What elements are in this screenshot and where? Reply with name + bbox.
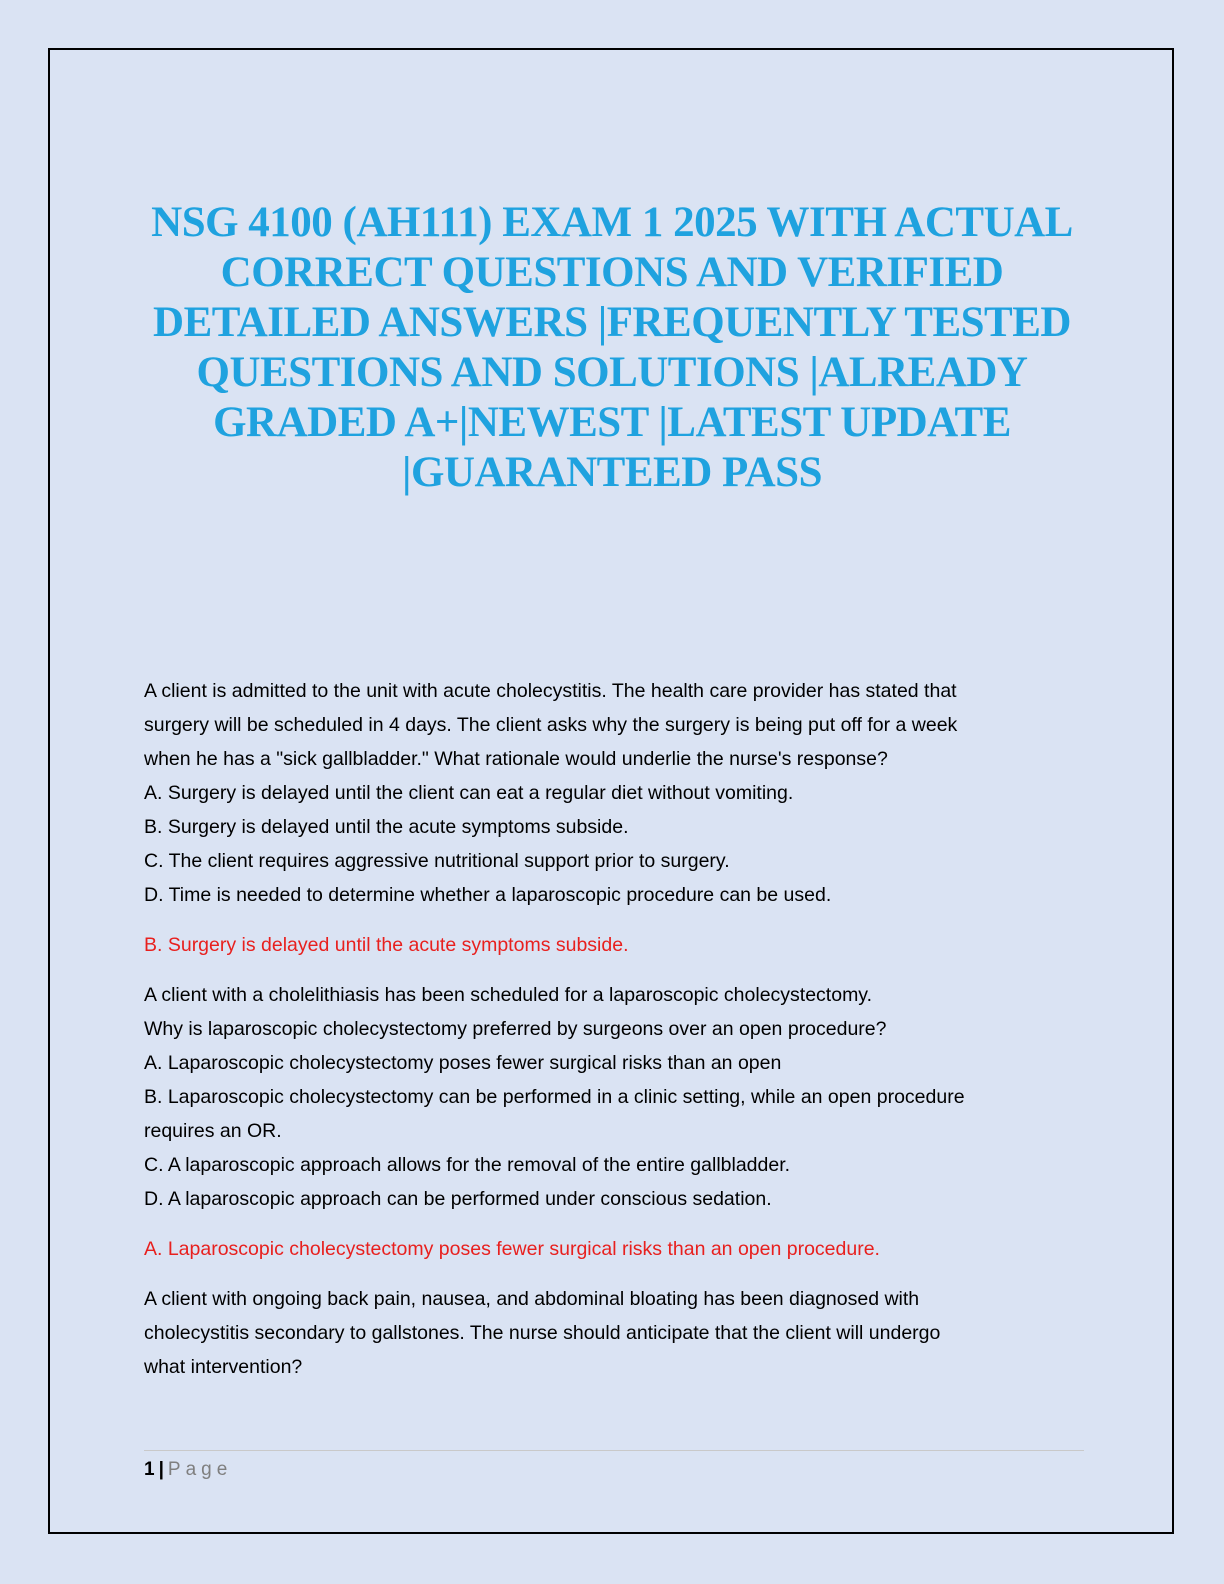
answer-option: C. The client requires aggressive nutritional support prior to surgery. — [144, 850, 730, 872]
page-footer — [144, 1455, 232, 1485]
answer-option: D. Time is needed to determine whether a laparoscopic procedure can be used. — [144, 884, 832, 906]
answer-option: A. Surgery is delayed until the client can eat a regular diet without vomiting. — [144, 782, 794, 804]
question-stem-line: surgery will be scheduled in 4 days. The client asks why the surgery is being put off for a week — [144, 714, 958, 736]
footer-divider — [144, 1450, 1084, 1451]
question-stem-line: A client with a cholelithiasis has been scheduled for a laparoscopic cholecystectomy. — [144, 984, 873, 1006]
question-3 — [144, 1282, 1084, 1384]
correct-answer: A. Laparoscopic cholecystectomy poses fewer surgical risks than an open procedure. — [144, 1238, 880, 1260]
page-label: Page — [167, 1459, 233, 1480]
footer-separator: | — [158, 1459, 164, 1480]
question-1 — [144, 674, 1084, 962]
answer-option: B. Surgery is delayed until the acute symptoms subside. — [144, 816, 629, 838]
question-stem-line: cholecystitis secondary to gallstones. The nurse should anticipate that the client will undergo — [144, 1322, 941, 1344]
question-stem-line: when he has a "sick gallbladder." What rationale would underlie the nurse's response? — [144, 748, 888, 770]
answer-option: D. A laparoscopic approach can be performed under conscious sedation. — [144, 1188, 772, 1210]
question-stem-line: A client is admitted to the unit with acute cholecystitis. The health care provider has stated that — [144, 680, 957, 702]
question-stem-line: A client with ongoing back pain, nausea, and abdominal bloating has been diagnosed with — [144, 1288, 920, 1310]
question-2 — [144, 978, 1084, 1266]
question-stem-line: what intervention? — [144, 1356, 303, 1378]
correct-answer: B. Surgery is delayed until the acute symptoms subside. — [144, 934, 629, 956]
answer-option: C. A laparoscopic approach allows for the removal of the entire gallbladder. — [144, 1154, 791, 1176]
exam-content — [144, 674, 1084, 1384]
answer-option: A. Laparoscopic cholecystectomy poses fewer surgical risks than an open — [144, 1052, 782, 1074]
question-stem-line: Why is laparoscopic cholecystectomy preferred by surgeons over an open procedure? — [144, 1018, 887, 1040]
document-title: NSG 4100 (AH111) EXAM 1 2025 WITH ACTUAL CORRECT QUESTIONS AND VERIFIED DETAILED ANSWERS |FREQUENTLY TESTED QUESTIONS AND SOLUTIONS |ALREADY GRADED A+|NEWEST |LATEST UPDATE |GUARANTEED PASS — [151, 199, 1073, 496]
answer-option: B. Laparoscopic cholecystectomy can be performed in a clinic setting, while an open procedure — [144, 1086, 965, 1108]
page-number: 1 — [144, 1459, 155, 1480]
answer-option: requires an OR. — [144, 1120, 282, 1142]
